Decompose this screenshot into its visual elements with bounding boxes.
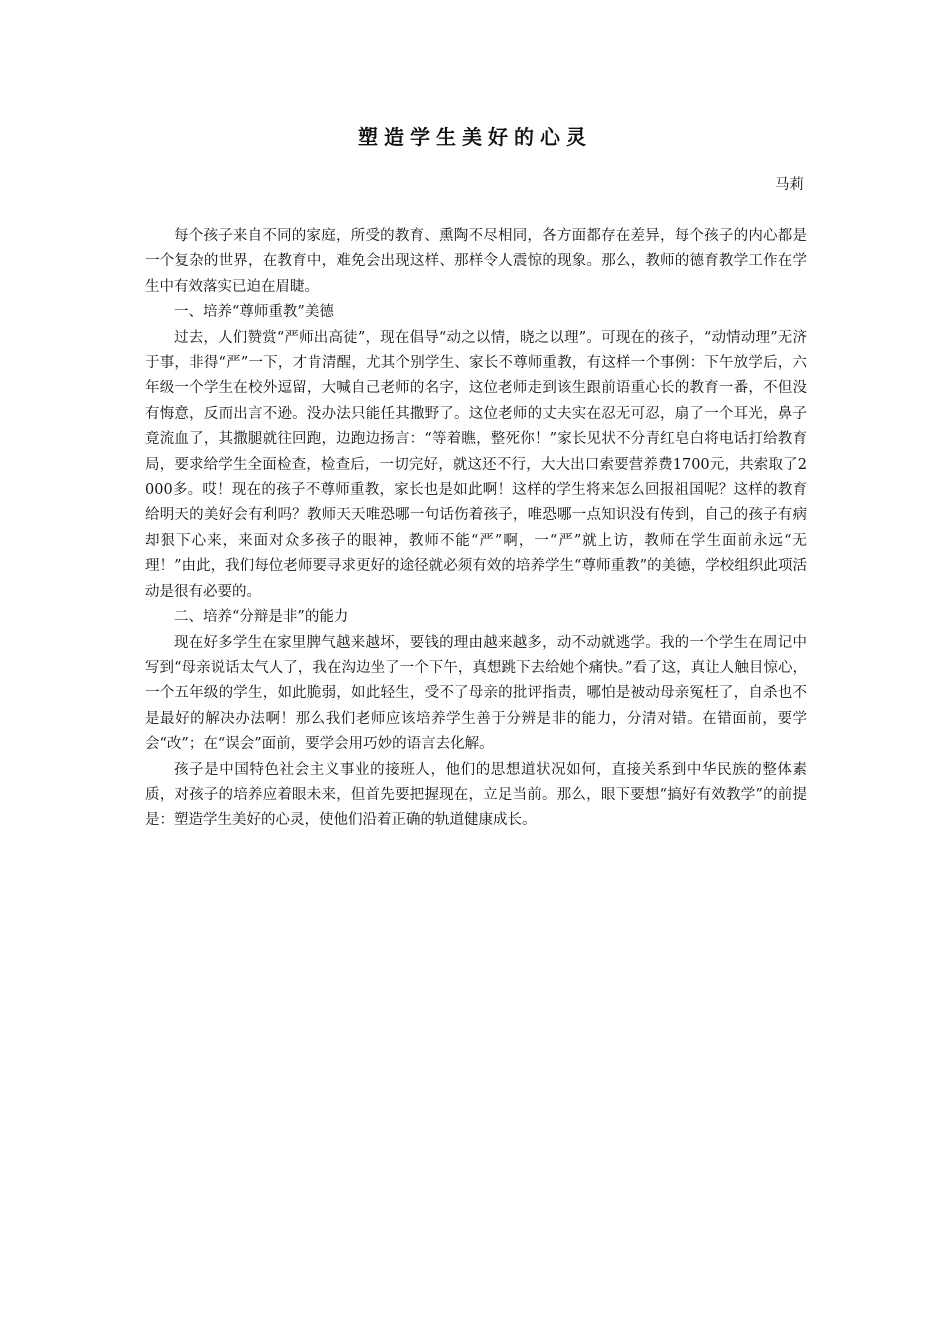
document-body [145,224,807,834]
paragraph-section-1: 过去，人们赞赏“严师出高徒”，现在倡导“动之以情，晓之以理”。可现在的孩子，“动情动理”无济于事，非得“严”一下，才肯清醒，尤其个别学生、家长不尊师重教，有这样一个事例：下午放学后，六年级一个学生在校外逗留，大喊自己老师的名字，这位老师走到该生跟前语重心长的教育一番，不但没有悔意，反而出言不逊。没办法只能任其撒野了。这位老师的丈夫实在忍无可忍，扇了一个耳光，鼻子竟流血了，其撒腿就往回跑，边跑边扬言：“等着瞧，整死你！”家长见状不分青红皂白将电话打给教育局，要求给学生全面检查，检查后，一切完好，就这还不行，大大出口索要营养费1700元，共索取了2000多。哎！现在的孩子不尊师重教，家长也是如此啊！这样的学生将来怎么回报祖国呢？这样的教育给明天的美好会有利吗？教师天天唯恐哪一句话伤着孩子，唯恐哪一点知识没有传到，自己的孩子有病却狠下心来，来面对众多孩子的眼神，教师不能“严”啊，一“严”就上访，教师在学生面前永远“无理！”由此，我们每位老师要寻求更好的途径就必须有效的培养学生“尊师重教”的美德，学校组织此项活动是很有必要的。 [145,329,807,600]
document-title: 塑造学生美好的心灵 [358,125,592,149]
section-heading-1: 一、培养“尊师重教”美德 [174,304,334,321]
paragraph-intro: 每个孩子来自不同的家庭，所受的教育、熏陶不尽相同，各方面都存在差异，每个孩子的内心都是一个复杂的世界，在教育中，难免会出现这样、那样令人震惊的现象。那么，教师的德育教学工作在学生中有效落实已迫在眉睫。 [145,228,807,295]
paragraph-conclusion: 孩子是中国特色社会主义事业的接班人，他们的思想道状况如何，直接关系到中华民族的整体素质，对孩子的培养应着眼未来，但首先要把握现在，立足当前。那么，眼下要想“搞好有效教学”的前提是：塑造学生美好的心灵，使他们沿着正确的轨道健康成长。 [145,761,807,829]
section-heading-2: 二、培养“分辩是非”的能力 [174,609,349,626]
paragraph-section-2: 现在好多学生在家里脾气越来越坏，要钱的理由越来越多，动不动就逃学。我的一个学生在周记中写到“母亲说话太气人了，我在沟边坐了一个下午，真想跳下去给她个痛快。”看了这，真让人触目惊心，一个五年级的学生，如此脆弱，如此轻生，受不了母亲的批评指责，哪怕是被动母亲冤枉了，自杀也不是最好的解决办法啊！那么我们老师应该培养学生善于分辨是非的能力，分清对错。在错面前，要学会“改”；在“误会”面前，要学会用巧妙的语言去化解。 [145,634,807,753]
author-name: 马莉 [775,177,804,193]
